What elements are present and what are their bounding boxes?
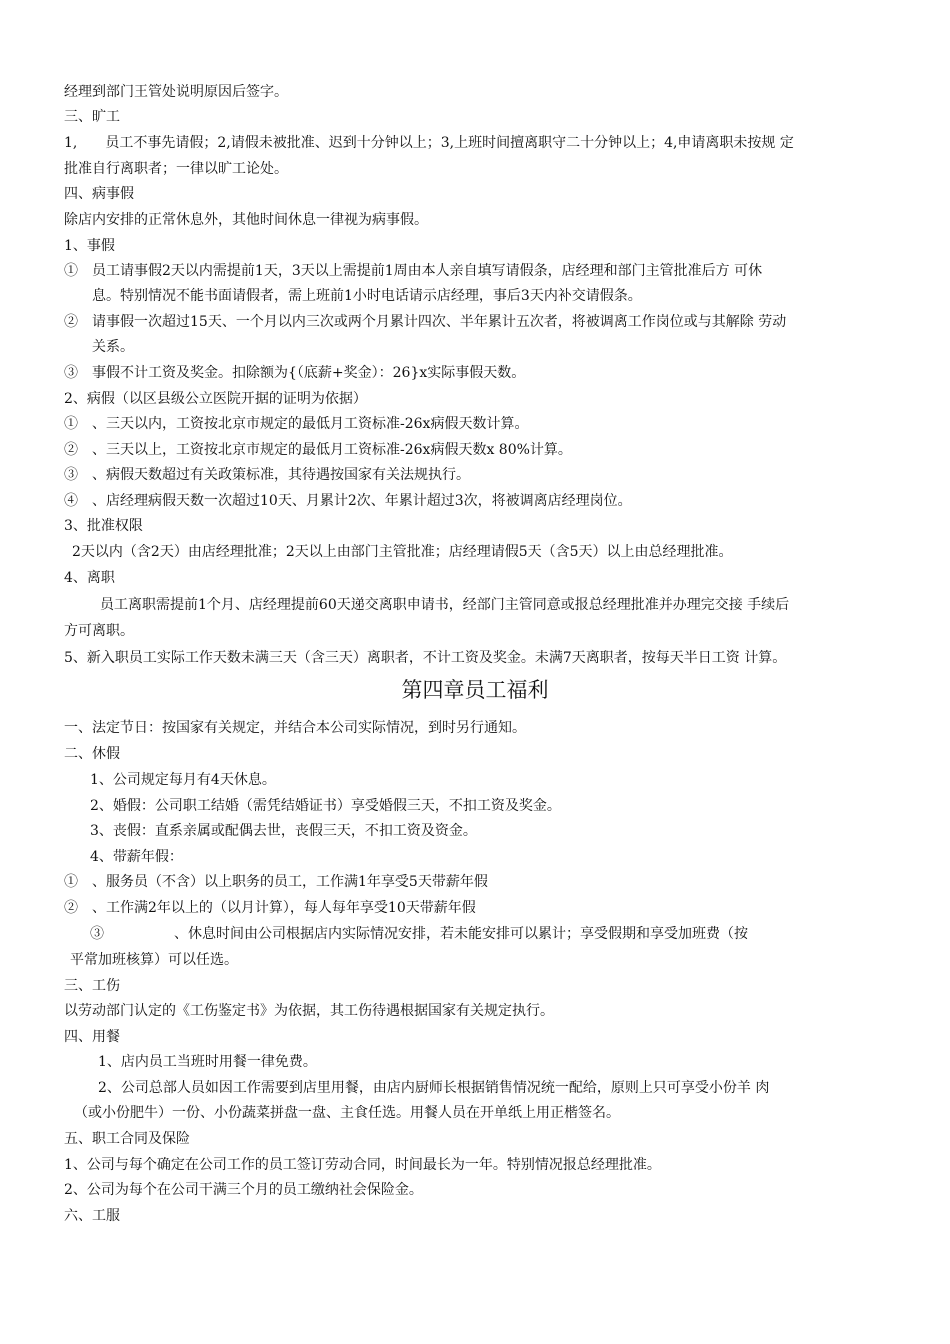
- text-line: ① 、三天以内，工资按北京市规定的最低月工资标准-26x病假天数计算。: [64, 416, 529, 432]
- text-line: 3、丧假：直系亲属或配偶去世，丧假三天，不扣工资及资金。: [90, 823, 477, 839]
- section-heading: 四、病事假: [64, 186, 134, 202]
- section-heading: 三、旷工: [64, 109, 120, 125]
- subsection-heading: 3、批准权限: [64, 518, 143, 534]
- text-line: 息。特别情况不能书面请假者，需上班前1小时电话请示店经理，事后3天内补交请假条。: [92, 288, 642, 304]
- text-line: 关系。: [92, 339, 134, 355]
- text-line: ② 请事假一次超过15天、一个月以内三次或两个月累计四次、半年累计五次者，将被调离工作岗位或与其解除 劳动: [64, 314, 787, 330]
- subsection-heading: 1、事假: [64, 238, 115, 254]
- text-line: 平常加班核算）可以任选。: [70, 952, 238, 968]
- section-heading: 五、职工合同及保险: [64, 1131, 190, 1147]
- text-line: ④ 、店经理病假天数一次超过10天、月累计2次、年累计超过3次，将被调离店经理岗位。: [64, 493, 632, 509]
- text-line: 批准自行离职者；一律以旷工论处。: [64, 161, 288, 177]
- text-line: 1、公司规定每月有4天休息。: [90, 772, 276, 788]
- section-heading: 三、工伤: [64, 978, 120, 994]
- text-line: ② 、三天以上，工资按北京市规定的最低月工资标准-26x病假天数x 80%计算。: [64, 442, 572, 458]
- section-heading: 六、工服: [64, 1208, 120, 1224]
- text-line: 2天以内（含2天）由店经理批准；2天以上由部门主管批准；店经理请假5天（含5天）以上由总经理批准。: [72, 544, 733, 560]
- text-line: 以劳动部门认定的《工伤鉴定书》为依据，其工伤待遇根据国家有关规定执行。: [64, 1003, 554, 1019]
- text-line: 经理到部门王管处说明原因后签字。: [64, 84, 288, 100]
- text-line: （或小份肥牛）一份、小份蔬菜拼盘一盘、主食任选。用餐人员在开单纸上用正楷签名。: [74, 1105, 620, 1121]
- text-line: ① 、服务员（不含）以上职务的员工，工作满1年享受5天带薪年假: [64, 874, 488, 890]
- text-line: ① 员工请事假2天以内需提前1天，3天以上需提前1周由本人亲自填写请假条，店经理和部门主管批准后方 可休: [64, 263, 763, 279]
- text-line: ③ 事假不计工资及奖金。扣除额为{（底薪+奖金）：26}x实际事假天数。: [64, 365, 526, 381]
- text-line: ② 、工作满2年以上的（以月计算），每人每年享受10天带薪年假: [64, 900, 476, 916]
- section-heading: 二、休假: [64, 746, 120, 762]
- text-line: 5、新入职员工实际工作天数未满三天（含三天）离职者，不计工资及奖金。未满7天离职者，按每天半日工资 计算。: [64, 650, 787, 666]
- text-line: ③ 、休息时间由公司根据店内实际情况安排，若未能安排可以累计；享受假期和享受加班费（按: [90, 926, 748, 942]
- text-line: 2、婚假：公司职工结婚（需凭结婚证书）享受婚假三天，不扣工资及奖金。: [90, 798, 561, 814]
- section-heading: 一、法定节日：按国家有关规定，并结合本公司实际情况，到时另行通知。: [64, 720, 526, 736]
- text-line: 4、带薪年假：: [90, 849, 183, 865]
- subsection-heading: 4、离职: [64, 570, 115, 586]
- text-line: ③ 、病假天数超过有关政策标准，其待遇按国家有关法规执行。: [64, 467, 470, 483]
- text-line: 1、公司与每个确定在公司工作的员工签订劳动合同，时间最长为一年。特别情况报总经理批准。: [64, 1157, 661, 1173]
- text-line: 员工离职需提前1个月、店经理提前60天递交离职申请书，经部门主管同意或报总经理批准并办理完交接 手续后: [100, 597, 790, 613]
- text-line: 2、公司总部人员如因工作需要到店里用餐，由店内厨师长根据销售情况统一配给，原则上只可享受小份羊 肉: [98, 1080, 770, 1096]
- text-line: 2、公司为每个在公司干满三个月的员工缴纳社会保险金。: [64, 1182, 423, 1198]
- text-line: 除店内安排的正常休息外，其他时间休息一律视为病事假。: [64, 212, 428, 228]
- text-line: 1, 员工不事先请假；2,请假未被批准、迟到十分钟以上；3,上班时间擅离职守二十分钟以上；4,申请离职未按规 定: [64, 135, 794, 151]
- section-heading: 四、用餐: [64, 1029, 120, 1045]
- text-line: 1、店内员工当班时用餐一律免费。: [98, 1054, 317, 1070]
- text-line: 方可离职。: [64, 623, 134, 639]
- subsection-heading: 2、病假（以区县级公立医院开据的证明为依据）: [64, 391, 367, 407]
- chapter-title: 第四章员工福利: [401, 678, 549, 702]
